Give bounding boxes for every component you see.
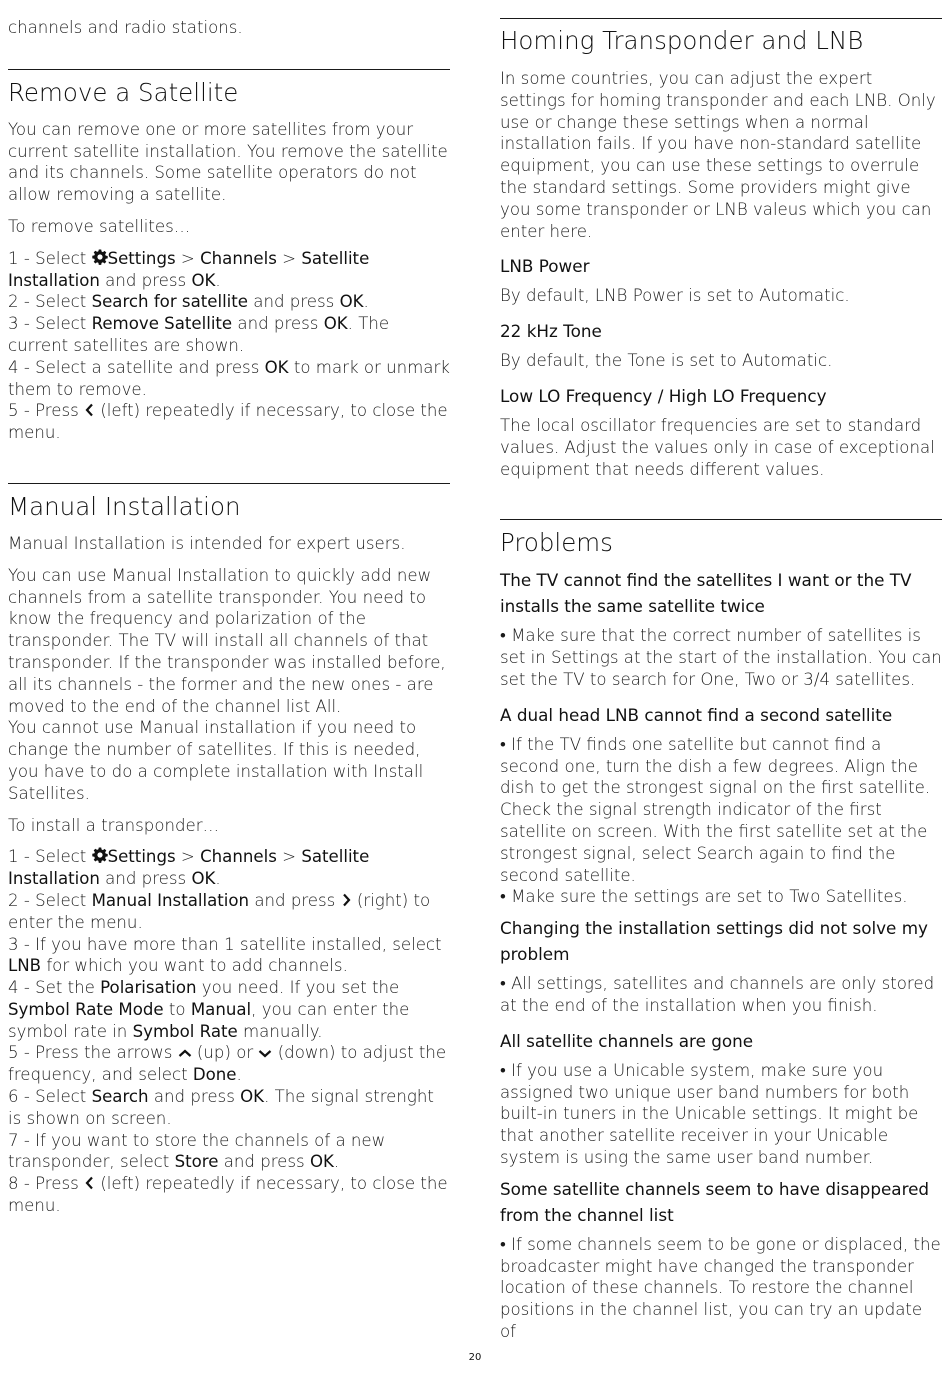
problems-heading: Problems — [500, 528, 613, 558]
homing-heading: Homing Transponder and LNB — [500, 26, 864, 55]
problem-4-answer: • If you use a Unicable system, make sure you assigned two unique user band numbers for both built-in tuners in the Unicable settings. It might be that another satellite receiver in your Unicable system is using the same user band number. — [500, 1060, 919, 1167]
chevron-left-icon — [84, 1176, 95, 1190]
section-divider — [500, 519, 942, 520]
manual-step-8: 8 - Press (left) repeatedly if necessary, to close the menu. — [8, 1174, 448, 1216]
remove-step-2: 2 - Select Search for satellite and press OK. — [8, 292, 369, 312]
manual-step-1: 1 - Select Settings > Channels > Satellite Installation and press OK. — [8, 847, 370, 889]
remove-steps — [8, 248, 450, 444]
problem-3-question: Changing the installation settings did not solve my problem — [500, 918, 928, 965]
problem-5-question: Some satellite channels seem to have disappeared from the channel list — [500, 1178, 930, 1225]
homing-desc: In some countries, you can adjust the expert settings for homing transponder and each LNB. Only use or change these settings when a normal installation fails. If you have non-standard satellite equipment, you can use these settings to overrule the standard settings. Some providers might give you some transponder or LNB valeus which you can enter here. — [500, 69, 936, 241]
problem-2-answer: • If the TV finds one satellite but cannot find a second one, turn the dish a few degrees. Align the dish to get the strongest signal on the first satellite. Check the signal strength indicator of the first satellite on screen. With the first satellite set at the strongest signal, select Search again to find the second satellite. — [500, 734, 931, 885]
tone-heading: 22 kHz Tone — [500, 321, 602, 342]
manual-step-3: 3 - If you have more than 1 satellite installed, select LNB for which you want to add channels. — [8, 934, 442, 976]
manual-desc-1: You can use Manual Installation to quickly add new channels from a satellite transponder. You need to know the frequency and polarization of the transponder. The TV will install all channels of that transponder. If the transponder was installed before, all its channels - the former and the new ones - are moved to the end of the channel list All. — [8, 565, 446, 716]
problem-5-answer: • If some channels seem to be gone or displaced, the broadcaster might have changed the transponder location of these channels. To restore the channel positions in the channel list, you can try an update of — [500, 1234, 941, 1341]
manual-installation-heading: Manual Installation — [8, 491, 241, 521]
manual-lead: To install a transponder… — [8, 815, 220, 835]
manual-desc-2: You cannot use Manual installation if you need to change the number of satellites. If this is needed, you have to do a complete installation with Install Satellites. — [8, 718, 424, 803]
remove-step-5: 5 - Press (left) repeatedly if necessary, to close the menu. — [8, 401, 448, 443]
remove-step-4: 4 - Select a satellite and press OK to mark or unmark them to remove. — [8, 357, 450, 399]
left-column — [8, 0, 450, 1217]
manual-step-7: 7 - If you want to store the channels of a new transponder, select Store and press OK. — [8, 1130, 386, 1172]
lo-frequency-text: The local oscillator frequencies are set to standard values. Adjust the values only in case of exceptional equipment that needs different values. — [500, 415, 935, 479]
chevron-left-icon — [84, 403, 95, 417]
section-divider — [8, 483, 450, 484]
problem-4-question: All satellite channels are gone — [500, 1030, 754, 1051]
intro-tail: channels and radio stations. — [8, 18, 243, 37]
right-column — [500, 0, 942, 1343]
remove-step-1: 1 - Select Settings > Channels > Satellite Installation and press OK. — [8, 248, 370, 290]
chevron-up-icon — [178, 1048, 192, 1059]
manual-step-5: 5 - Press the arrows (up) or (down) to adjust the frequency, and select Done. — [8, 1043, 447, 1085]
remove-step-3: 3 - Select Remove Satellite and press OK. The current satellites are shown. — [8, 314, 390, 355]
problem-2-answer-extra: • Make sure the settings are set to Two Satellites. — [500, 887, 908, 907]
manual-step-6: 6 - Select Search and press OK. The signal strenght is shown on screen. — [8, 1087, 434, 1128]
remove-satellite-desc: You can remove one or more satellites from your current satellite installation. You remove the satellite and its channels. Some satellite operators do not allow removing a satellite. — [8, 119, 448, 205]
gear-icon — [92, 847, 108, 863]
problem-2-question: A dual head LNB cannot find a second satellite — [500, 704, 893, 725]
section-divider — [500, 18, 942, 19]
gear-icon — [92, 249, 108, 265]
page-number: 20 — [468, 1352, 482, 1363]
chevron-down-icon — [258, 1048, 272, 1059]
manual-step-2: 2 - Select Manual Installation and press (right) to enter the menu. — [8, 890, 431, 932]
chevron-right-icon — [341, 893, 352, 907]
manual-intro: Manual Installation is intended for expert users. — [8, 533, 406, 553]
problem-1-answer: • Make sure that the correct number of satellites is set in Settings at the start of the installation. You can set the TV to search for One, Two or 3/4 satellites. — [500, 626, 942, 689]
lnb-power-text: By default, LNB Power is set to Automatic. — [500, 286, 850, 306]
lo-frequency-heading: Low LO Frequency / High LO Frequency — [500, 385, 827, 406]
problem-3-answer: • All settings, satellites and channels are only stored at the end of the installation when you finish. — [500, 974, 935, 1015]
problem-1-question: The TV cannot find the satellites I want or the TV installs the same satellite twice — [500, 570, 912, 617]
lnb-power-heading: LNB Power — [500, 256, 590, 277]
manual-step-4: 4 - Set the Polarisation you need. If you set the Symbol Rate Mode to Manual, you can enter the symbol rate in Symbol Rate manually. — [8, 978, 410, 1041]
manual-steps — [8, 846, 450, 1217]
remove-satellite-heading: Remove a Satellite — [8, 77, 239, 107]
remove-satellite-lead: To remove satellites… — [8, 216, 191, 236]
tone-text: By default, the Tone is set to Automatic. — [500, 351, 833, 371]
section-divider — [8, 69, 450, 70]
